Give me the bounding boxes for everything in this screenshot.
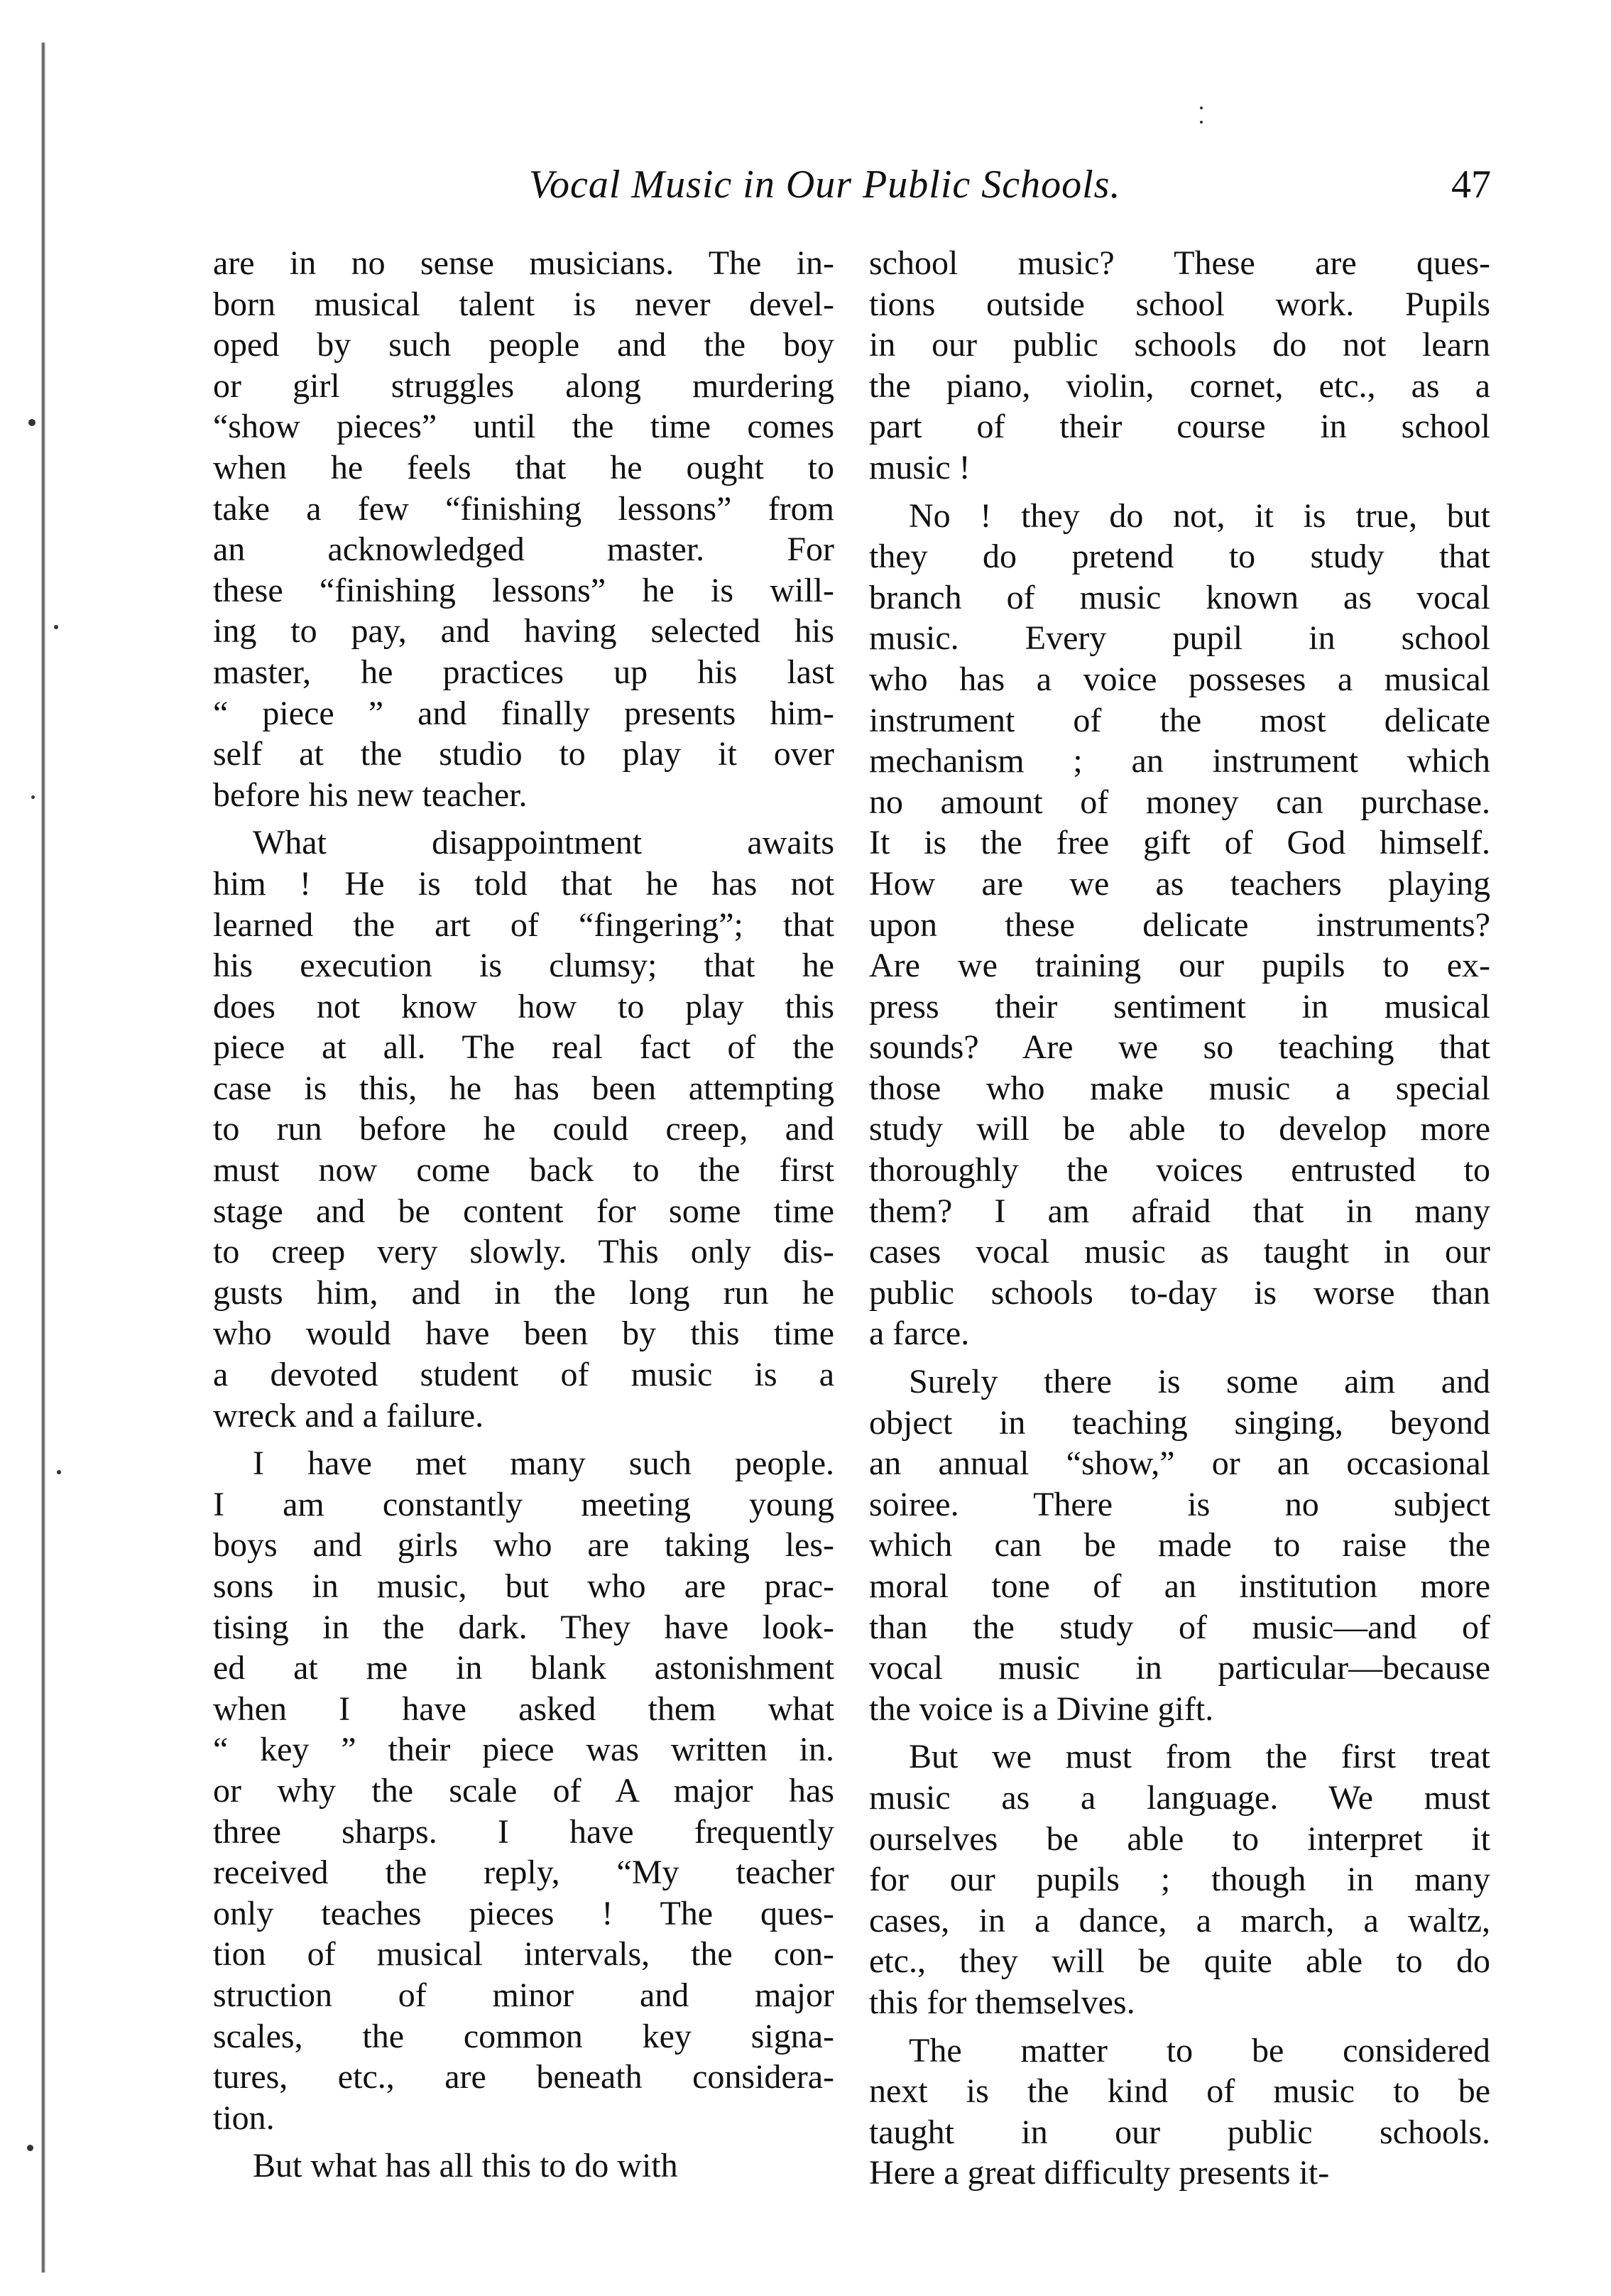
text-line: his execution is clumsy; that he (213, 947, 834, 985)
text-line: them? I am afraid that in many (869, 1192, 1490, 1230)
text-line: ourselves be able to interpret it (869, 1819, 1490, 1858)
text-line: tion of musical intervals, the con- (213, 1935, 834, 1974)
paragraph-gap (869, 1354, 1490, 1361)
paragraph (869, 243, 1490, 489)
text-line: wreck and a failure. (213, 1396, 484, 1435)
text-line: moral tone of an institution more (869, 1567, 1490, 1605)
text-line: a devoted student of music is a (213, 1356, 834, 1394)
text-line: before his new teacher. (213, 776, 528, 814)
text-line: “ key ” their piece was written in. (213, 1731, 834, 1769)
text-line: master, he practices up his last (213, 653, 834, 691)
text-line: object in teaching singing, beyond (869, 1403, 1490, 1442)
text-line: self at the studio to play it over (213, 735, 834, 773)
page-header (213, 162, 1491, 219)
text-line: to creep very slowly. This only dis- (213, 1233, 834, 1271)
text-line: The matter to be considered (909, 2031, 1490, 2069)
text-line: must now come back to the first (213, 1151, 834, 1190)
scan-speck (1200, 121, 1203, 124)
text-line: tions outside school work. Pupils (869, 285, 1490, 323)
text-line: music. Every pupil in school (869, 619, 1490, 658)
text-line: upon these delicate instruments? (869, 905, 1490, 944)
text-line: who would have been by this time (213, 1315, 834, 1353)
binding-edge (41, 43, 45, 2273)
text-line: does not know how to play this (213, 987, 834, 1025)
scan-speck (54, 625, 58, 629)
paragraph-gap (869, 2023, 1490, 2030)
scan-speck (27, 2145, 33, 2151)
text-line: him ! He is told that he has not (213, 864, 834, 903)
text-line: or girl struggles along murdering (213, 366, 834, 405)
text-line: How are we as teachers playing (869, 864, 1490, 903)
text-line: are in no sense musicians. The in- (213, 244, 834, 282)
paragraph (869, 1361, 1490, 1729)
text-line: no amount of money can purchase. (869, 783, 1490, 821)
paragraph-gap (869, 1729, 1490, 1736)
text-line: stage and be content for some time (213, 1192, 834, 1230)
text-line: scales, the common key signa- (213, 2017, 834, 2055)
text-line: study will be able to develop more (869, 1110, 1490, 1148)
text-line: tising in the dark. They have look- (213, 1608, 834, 1646)
text-line: tion. (213, 2099, 275, 2137)
text-line: struction of minor and major (213, 1976, 834, 2014)
paragraph (869, 2030, 1490, 2194)
text-line: It is the free gift of God himself. (869, 824, 1490, 862)
text-line: public schools to-day is worse than (869, 1273, 1490, 1312)
text-line: take a few “finishing lessons” from (213, 489, 834, 528)
text-line: part of their course in school (869, 408, 1490, 446)
text-line: an annual “show,” or an occasional (869, 1444, 1490, 1483)
text-line: piece at all. The real fact of the (213, 1028, 834, 1067)
text-line: I have met many such people. (253, 1444, 834, 1483)
scan-speck (57, 1470, 61, 1474)
paragraph (213, 1443, 834, 2138)
text-line: boys and girls who are taking les- (213, 1526, 834, 1565)
text-line: these “finishing lessons” he is will- (213, 571, 834, 609)
text-line: case is this, he has been attempting (213, 1069, 834, 1107)
paragraph-gap (213, 815, 834, 822)
text-line: school music? These are ques- (869, 244, 1490, 282)
page-number: 47 (1451, 163, 1491, 207)
text-line: branch of music known as vocal (869, 578, 1490, 616)
scan-speck (31, 795, 35, 799)
paragraph (869, 496, 1490, 1354)
text-line: cases, in a dance, a march, a waltz, (869, 1901, 1490, 1939)
text-line: when he feels that he ought to (213, 448, 834, 486)
paragraph (213, 822, 834, 1436)
text-line: learned the art of “fingering”; that (213, 905, 834, 944)
text-line: ing to pay, and having selected his (213, 612, 834, 651)
text-line: they do pretend to study that (869, 538, 1490, 576)
text-line: the voice is a Divine gift. (869, 1690, 1214, 1728)
running-title: Vocal Music in Our Public Schools. (529, 163, 1121, 207)
paragraph-gap (213, 2138, 834, 2145)
text-line: press their sentiment in musical (869, 987, 1490, 1025)
text-line: for our pupils ; though in many (869, 1861, 1490, 1899)
text-line: “show pieces” until the time comes (213, 408, 834, 446)
paragraph (213, 243, 834, 815)
text-line: received the reply, “My teacher (213, 1854, 834, 1892)
text-line: the piano, violin, cornet, etc., as a (869, 366, 1490, 405)
text-line: gusts him, and in the long run he (213, 1273, 834, 1312)
text-line: But we must from the first treat (909, 1738, 1490, 1776)
text-line: which can be made to raise the (869, 1526, 1490, 1565)
text-line: than the study of music—and of (869, 1608, 1490, 1646)
text-line: music as a language. We must (869, 1778, 1490, 1817)
text-line: What disappointment awaits (253, 824, 834, 862)
text-line: sons in music, but who are prac- (213, 1567, 834, 1605)
text-line: who has a voice posseses a musical (869, 660, 1490, 698)
text-line: when I have asked them what (213, 1690, 834, 1728)
text-line: But what has all this to do with (253, 2147, 678, 2185)
text-line: instrument of the most delicate (869, 701, 1490, 739)
right-column (869, 243, 1490, 2194)
text-line: sounds? Are we so teaching that (869, 1028, 1490, 1067)
paragraph-gap (213, 1436, 834, 1443)
scan-speck (28, 419, 36, 426)
scan-speck (1200, 107, 1203, 109)
text-line: this for themselves. (869, 1983, 1135, 2021)
text-line: a farce. (869, 1315, 970, 1353)
left-column (213, 243, 834, 2187)
text-line: ed at me in blank astonishment (213, 1649, 834, 1687)
paragraph (213, 2145, 834, 2187)
text-line: to run before he could creep, and (213, 1110, 834, 1148)
text-line: No ! they do not, it is true, but (909, 496, 1490, 535)
text-line: cases vocal music as taught in our (869, 1233, 1490, 1271)
text-line: soiree. There is no subject (869, 1485, 1490, 1523)
text-line: Here a great difficulty presents it- (869, 2154, 1330, 2192)
paragraph-gap (869, 489, 1490, 496)
text-line: tures, etc., are beneath considera- (213, 2058, 834, 2096)
text-line: in our public schools do not learn (869, 326, 1490, 364)
text-line: thoroughly the voices entrusted to (869, 1151, 1490, 1190)
text-line: an acknowledged master. For (213, 531, 834, 569)
text-line: “ piece ” and finally presents him- (213, 694, 834, 732)
text-line: next is the kind of music to be (869, 2072, 1490, 2111)
text-line: taught in our public schools. (869, 2113, 1490, 2151)
text-line: those who make music a special (869, 1069, 1490, 1107)
text-line: music ! (869, 448, 971, 486)
text-line: etc., they will be quite able to do (869, 1942, 1490, 1981)
text-line: mechanism ; an instrument which (869, 742, 1490, 780)
text-line: I am constantly meeting young (213, 1485, 834, 1523)
text-line: Are we training our pupils to ex- (869, 947, 1490, 985)
paragraph (869, 1736, 1490, 2023)
text-line: Surely there is some aim and (909, 1363, 1490, 1401)
text-line: or why the scale of A major has (213, 1771, 834, 1810)
text-line: only teaches pieces ! The ques- (213, 1894, 834, 1932)
text-line: oped by such people and the boy (213, 326, 834, 364)
text-line: vocal music in particular—because (869, 1649, 1490, 1687)
text-line: born musical talent is never devel- (213, 285, 834, 323)
text-line: three sharps. I have frequently (213, 1812, 834, 1851)
